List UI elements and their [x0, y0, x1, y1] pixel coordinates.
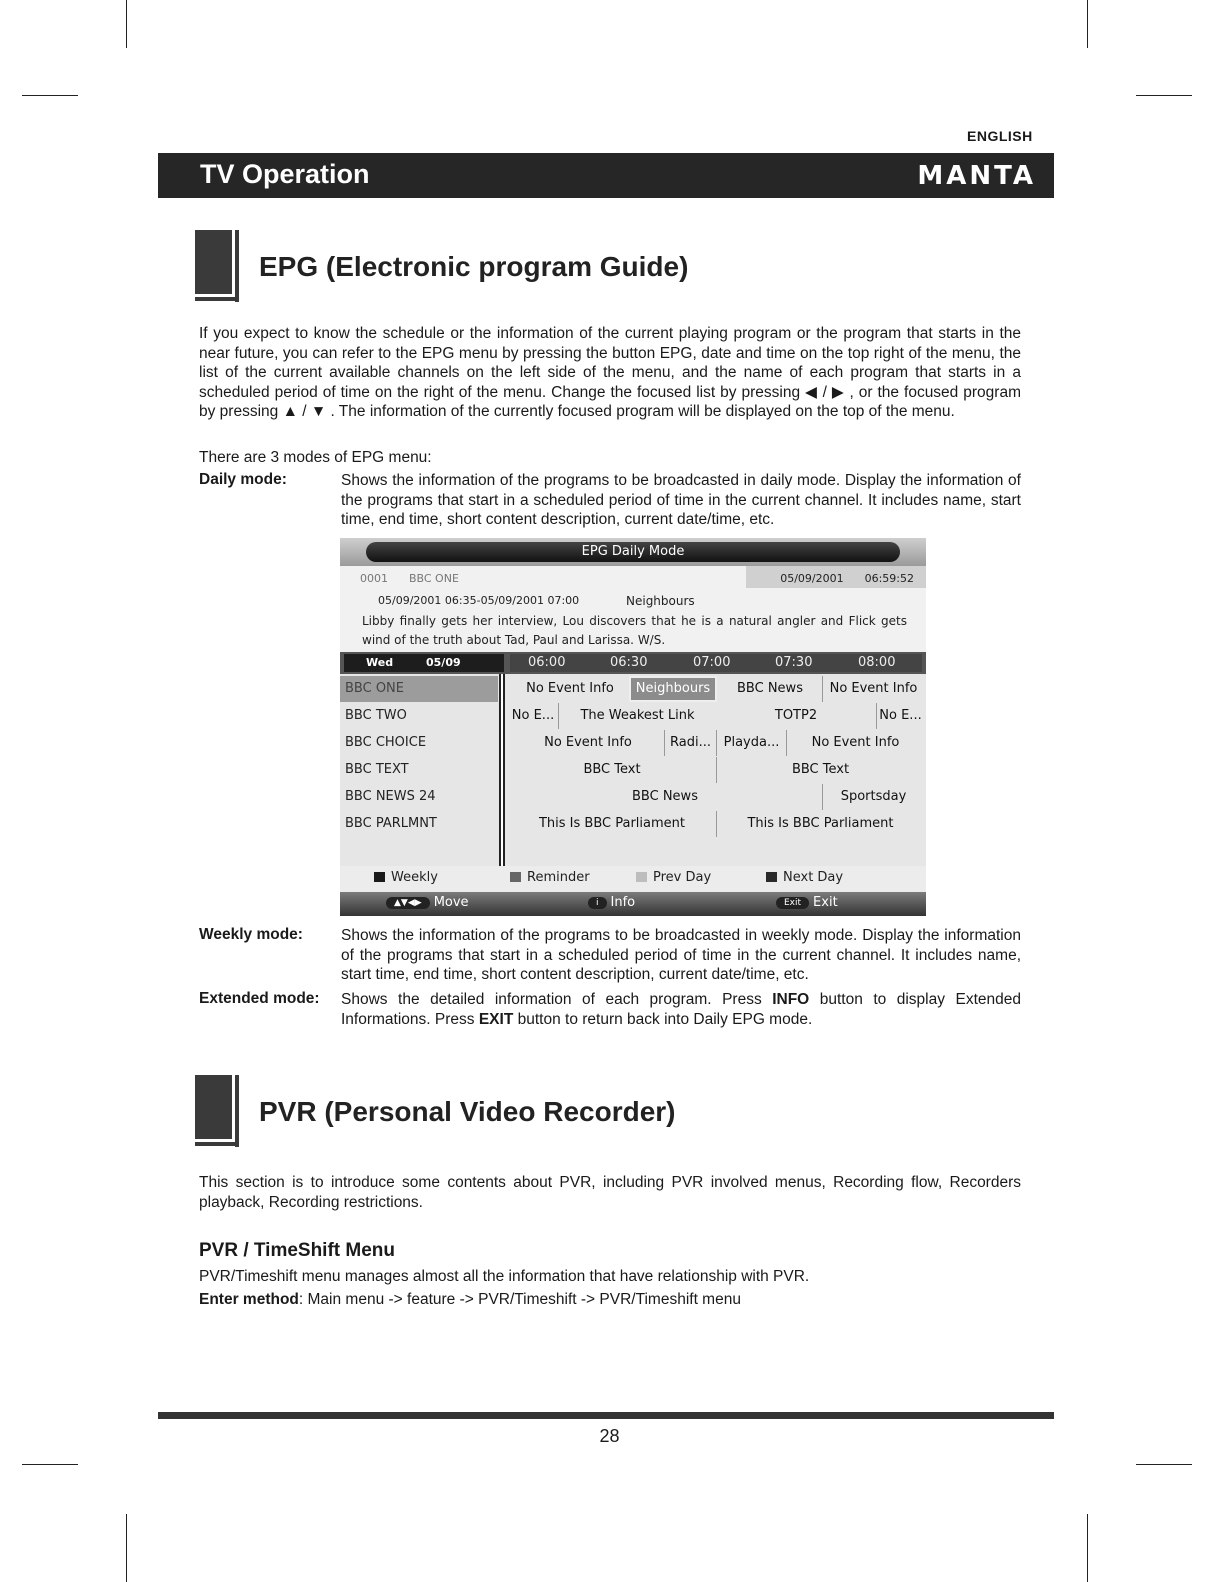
epg-screen-title: EPG Daily Mode — [581, 544, 685, 559]
epg-datetime: 05/09/2001 06:59:52 — [780, 572, 914, 585]
pvr-desc: PVR/Timeshift menu manages almost all the information that have relationship with PVR. — [199, 1268, 810, 1285]
epg-channel-item[interactable]: BBC ONE — [340, 676, 498, 702]
move-hint: ▲▼◀▶ Move — [386, 895, 469, 910]
epg-event[interactable]: No Event Info — [786, 730, 924, 756]
time-slot: 06:00 — [528, 655, 566, 670]
page-header — [158, 153, 1054, 198]
epg-event[interactable]: TOTP2 — [774, 708, 818, 723]
epg-event[interactable]: No E... — [876, 703, 924, 729]
epg-event[interactable]: This Is BBC Parliament — [538, 816, 685, 831]
info-hint: i Info — [588, 895, 635, 910]
crop-mark — [1136, 1464, 1192, 1465]
epg-divider — [499, 674, 505, 866]
epg-channel-item[interactable]: BBC NEWS 24 — [345, 789, 436, 804]
epg-event[interactable]: Sportsday — [822, 784, 924, 810]
epg-program-desc: Libby finally gets her interview, Lou discovers that he is a natural angler and Flick gets wind of the truth about Tad, Paul and Larissa. W/S. — [362, 614, 907, 647]
daily-mode-label: Daily mode: — [199, 471, 287, 488]
epg-event[interactable]: No E... — [511, 708, 555, 723]
epg-event[interactable]: Playda... — [716, 730, 786, 756]
epg-day: Wed 05/09 — [344, 654, 504, 672]
exit-icon: Exit — [776, 897, 809, 909]
info-icon: i — [588, 897, 607, 909]
epg-channel-item[interactable]: BBC TWO — [345, 708, 407, 723]
epg-event[interactable]: No Event Info — [822, 676, 924, 702]
daily-mode-text: Shows the information of the programs to be broadcasted in daily mode. Display the information of the programs that start in a scheduled period of time in the current channel. It includes name, start time, end time, short content description, current date/time, etc. — [341, 472, 1021, 528]
time-slot: 07:30 — [775, 655, 813, 670]
epg-event[interactable]: BBC News — [632, 789, 698, 804]
arrows-icon: ▲▼◀▶ — [386, 897, 430, 909]
pvr-intro: This section is to introduce some contents about PVR, including PVR involved menus, Recording flow, Recorders playback, Recording restrictions. — [199, 1174, 1021, 1211]
epg-section-title: EPG (Electronic program Guide) — [259, 251, 689, 282]
epg-legend — [340, 866, 926, 892]
epg-time-bar — [340, 652, 926, 674]
section-icon — [195, 230, 239, 298]
legend-weekly[interactable]: Weekly — [374, 870, 438, 885]
crop-mark — [1136, 95, 1192, 96]
epg-event-selected[interactable]: Neighbours — [629, 676, 717, 702]
blue-key-icon — [766, 872, 777, 882]
time-slot: 07:00 — [693, 655, 731, 670]
section-icon — [195, 1075, 239, 1143]
epg-event[interactable]: Radi... — [664, 730, 716, 756]
epg-event[interactable]: The Weakest Link — [558, 703, 716, 729]
pvr-enter-method: Enter method: Main menu -> feature -> PVR/Timeshift -> PVR/Timeshift menu — [199, 1291, 741, 1308]
epg-channel-item[interactable]: BBC CHOICE — [345, 735, 427, 750]
epg-intro: If you expect to know the schedule or the information of the current playing program or the program that starts in the near future, you can refer to the EPG menu by pressing the button EPG, date and time on the top right of the menu, the list of the current available channels on the left side of the menu, and the name of each program that starts in a scheduled period of time on the right of the menu. Change the focused list by pressing ◀ / ▶ , or the focused program by pressing ▲ / ▼ . The information of the currently focused program will be displayed on the top of the menu. — [199, 325, 1021, 420]
epg-event[interactable]: No Event Info — [544, 735, 632, 750]
crop-mark — [126, 0, 127, 48]
page-number: 28 — [599, 1426, 620, 1446]
legend-next-day[interactable]: Next Day — [766, 870, 843, 885]
epg-event[interactable]: BBC News — [737, 681, 803, 696]
epg-event[interactable]: BBC Text — [716, 757, 924, 783]
extended-mode-text: Shows the detailed information of each program. Press INFO button to display Extended Informations. Press EXIT button to return back into Daily EPG mode. — [341, 991, 1021, 1028]
epg-title-bar — [340, 538, 926, 566]
weekly-mode-label: Weekly mode: — [199, 926, 303, 943]
epg-modes-intro: There are 3 modes of EPG menu: — [199, 449, 432, 466]
green-key-icon — [510, 872, 521, 882]
page-title: TV Operation — [200, 159, 370, 189]
epg-program-time: 05/09/2001 06:35-05/09/2001 07:00 — [378, 594, 580, 607]
weekly-mode-text: Shows the information of the programs to be broadcasted in weekly mode. Display the information of the programs that start in a scheduled period of time in the current channel. It includes name, start time, end time, short content description, current date/time, etc. — [341, 927, 1021, 983]
epg-channel-item[interactable]: BBC PARLMNT — [345, 816, 437, 831]
epg-bottom-bar — [340, 892, 926, 916]
time-slot: 08:00 — [858, 655, 896, 670]
epg-program-name: Neighbours — [626, 594, 695, 608]
pvr-section-title: PVR (Personal Video Recorder) — [259, 1096, 676, 1127]
language-label: ENGLISH — [967, 128, 1033, 144]
legend-reminder[interactable]: Reminder — [510, 870, 590, 885]
epg-event[interactable]: No Event Info — [526, 681, 614, 696]
epg-event[interactable]: This Is BBC Parliament — [716, 811, 924, 837]
crop-mark — [22, 95, 78, 96]
crop-mark — [1087, 0, 1088, 48]
pvr-subtitle: PVR / TimeShift Menu — [199, 1240, 396, 1261]
yellow-key-icon — [636, 872, 647, 882]
epg-channel-item[interactable]: BBC TEXT — [345, 762, 409, 777]
extended-mode-label: Extended mode: — [199, 990, 320, 1007]
crop-mark — [126, 1514, 127, 1582]
red-key-icon — [374, 872, 385, 882]
crop-mark — [22, 1464, 78, 1465]
brand-logo: MANTA — [917, 161, 1036, 191]
epg-screenshot — [340, 538, 926, 916]
exit-hint: Exit Exit — [776, 895, 838, 910]
epg-channel: 0001 BBC ONE — [360, 572, 459, 585]
epg-event[interactable]: BBC Text — [583, 762, 641, 777]
legend-prev-day[interactable]: Prev Day — [636, 870, 711, 885]
footer-bar — [158, 1412, 1054, 1419]
time-slot: 06:30 — [610, 655, 648, 670]
crop-mark — [1087, 1514, 1088, 1582]
epg-info-panel — [340, 566, 926, 660]
